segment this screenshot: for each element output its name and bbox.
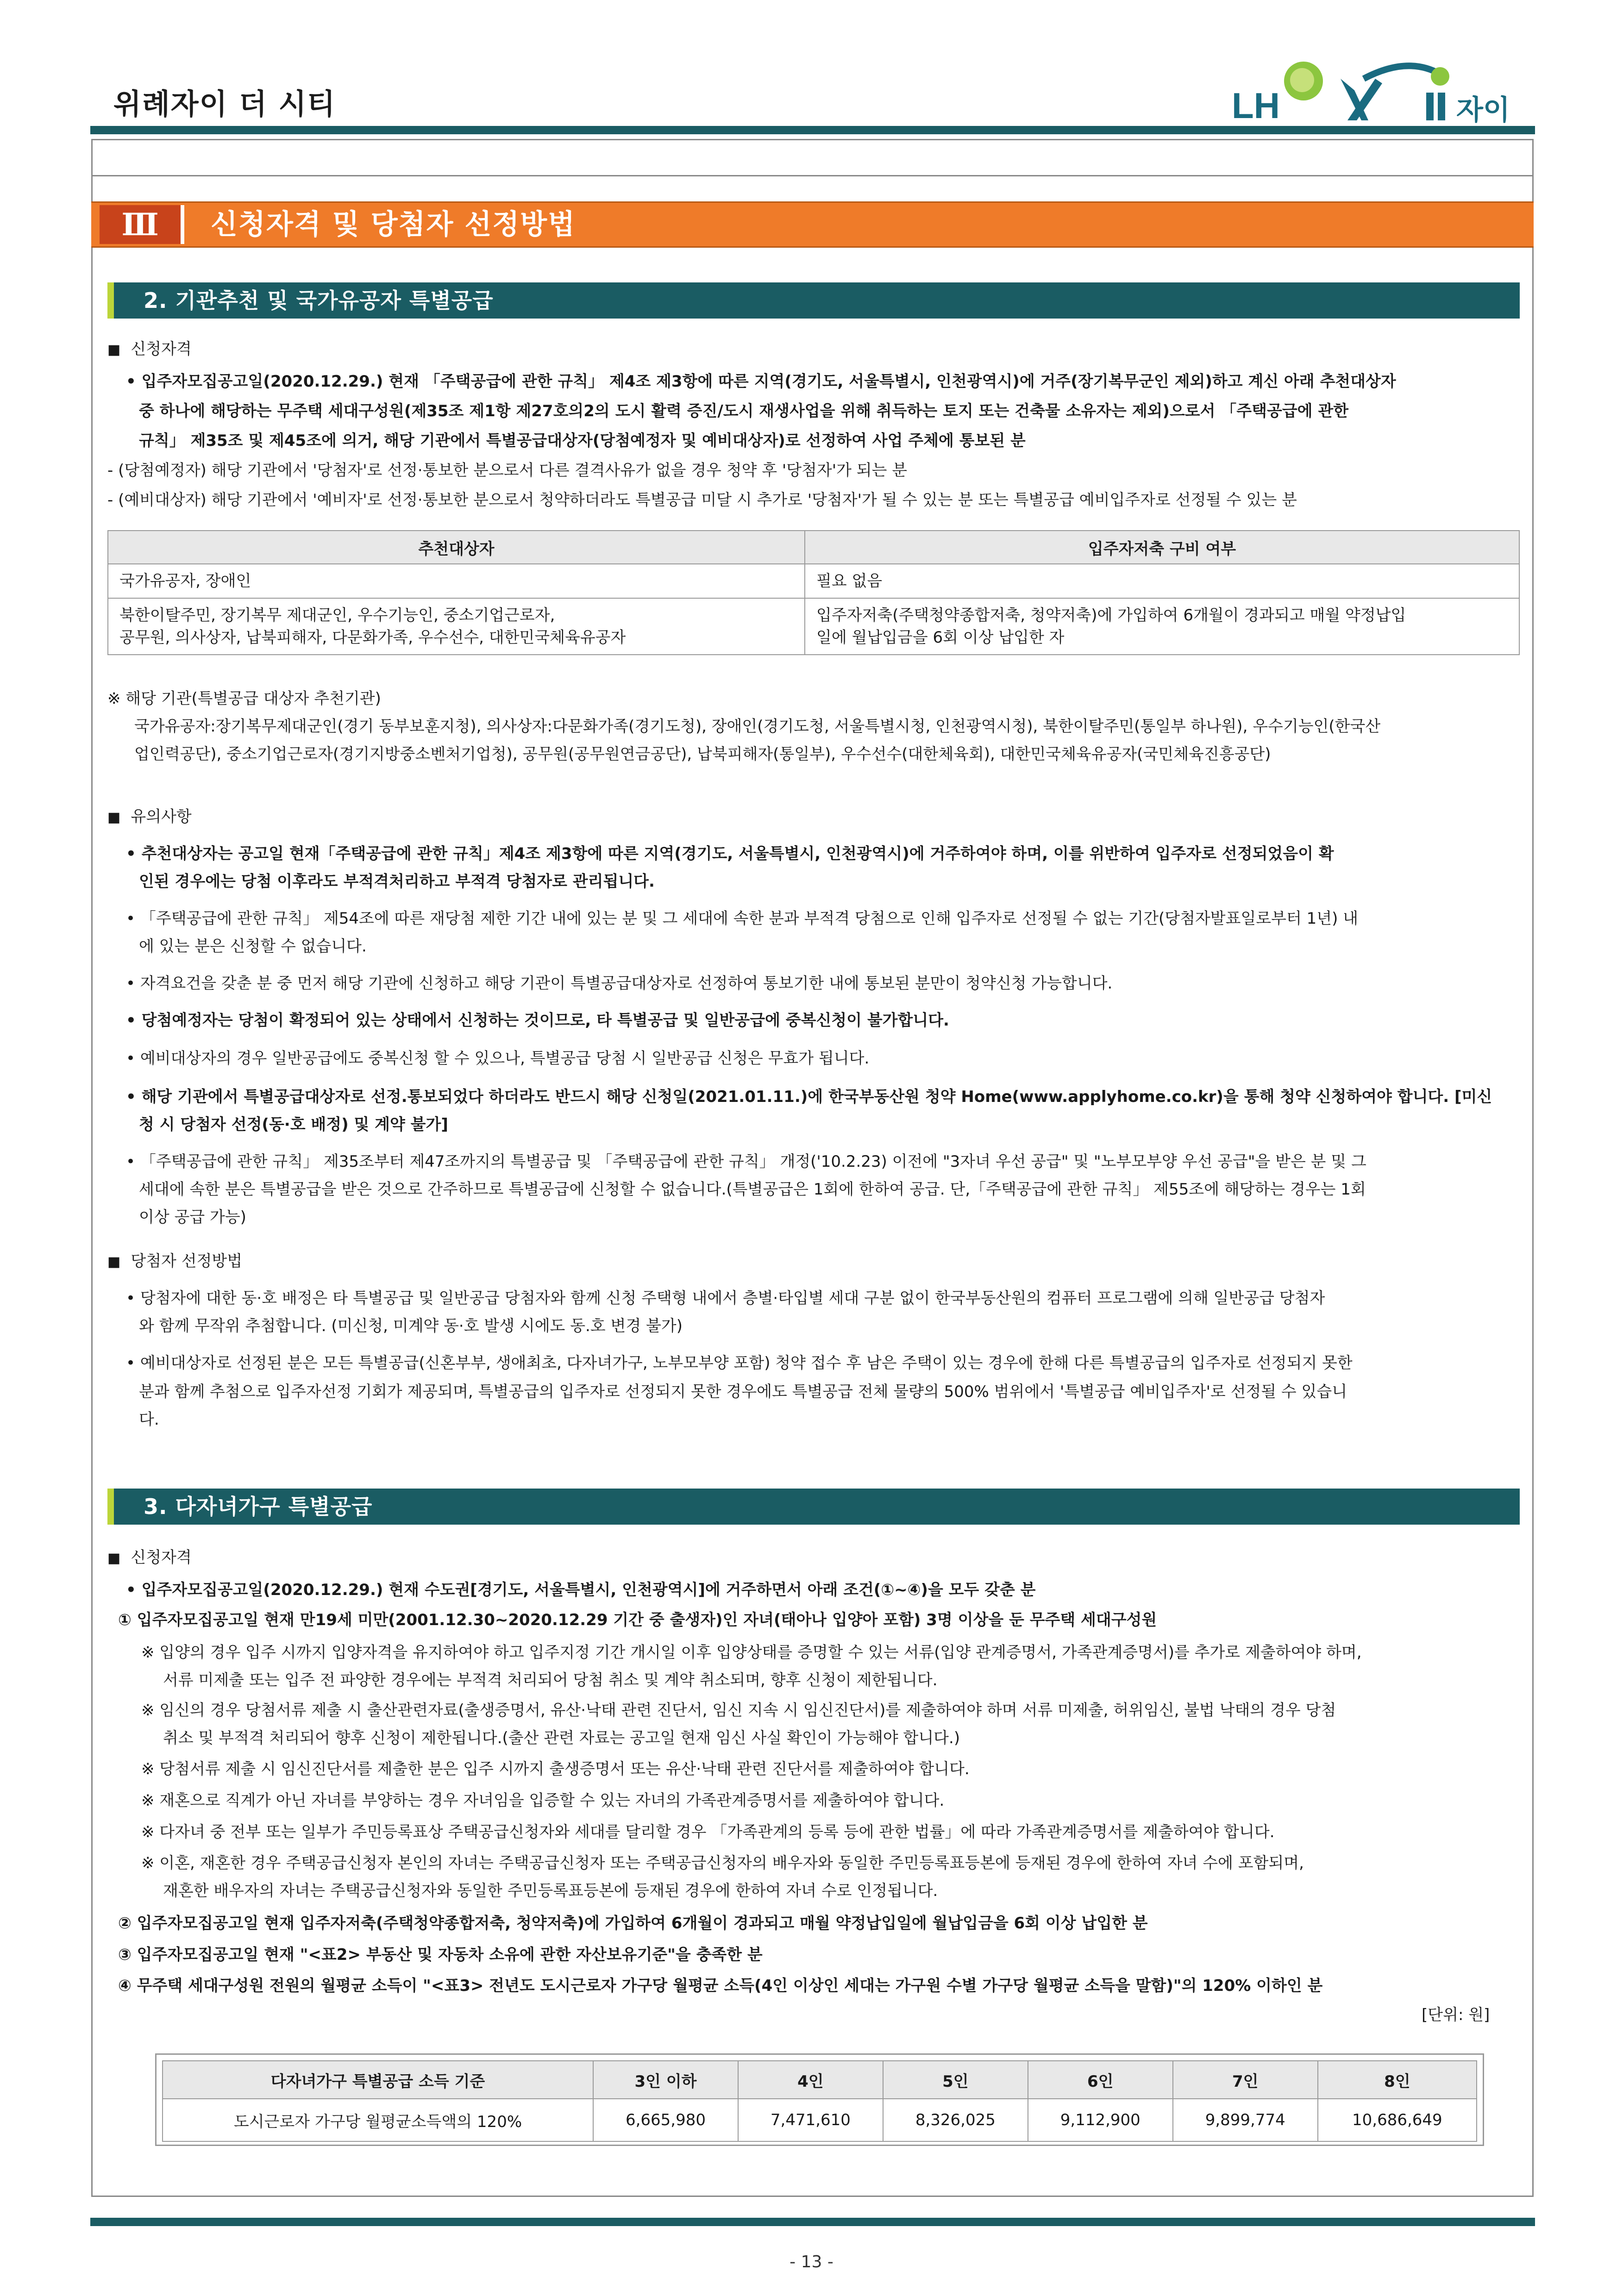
table-header: 추천대상자 xyxy=(108,531,805,564)
frame-divider xyxy=(91,175,1534,176)
label-selection: ■ 당첨자 선정방법 xyxy=(107,1250,242,1273)
table-cell: 도시근로자 가구당 월평균소득액의 120% xyxy=(163,2099,593,2141)
table-cell: 10,686,649 xyxy=(1318,2099,1477,2141)
caution-line: 에 있는 분은 신청할 수 없습니다. xyxy=(139,937,367,956)
table-cell: 9,899,774 xyxy=(1173,2099,1318,2141)
brand-logo xyxy=(1222,51,1519,125)
table-header: 입주자저축 구비 여부 xyxy=(805,531,1519,564)
table-header: 7인 xyxy=(1173,2061,1318,2099)
subsection-2-bar xyxy=(107,282,1520,319)
subsection-3-bar xyxy=(107,1489,1520,1525)
dash-line: - (예비대상자) 해당 기관에서 '예비자'로 선정·통보한 분으로서 청약하더라도 특별공급 미달 시 추가로 '당첨자'가 될 수 있는 분 또는 특별공급 예비입주자로 선정될 수 있는 분 xyxy=(107,491,1297,509)
subsection-3-title: 3. 다자녀가구 특별공급 xyxy=(144,1494,373,1519)
table-cell: 필요 없음 xyxy=(805,564,1519,598)
condition-2: ② 입주자모집공고일 현재 입주자저축(주택청약종합저축, 청약저축)에 가입하여 6개월이 경과되고 매월 약정납입일에 월납입금을 6회 이상 납입한 분 xyxy=(118,1914,1148,1933)
table-header: 4인 xyxy=(738,2061,883,2099)
subsection-marker xyxy=(107,282,114,319)
note-line: ※ 이혼, 재혼한 경우 주택공급신청자 본인의 자녀는 주택공급신청자 또는 주택공급신청자의 배우자와 동일한 주민등록표등본에 등재된 경우에 한하여 자녀 수에 포함되며, xyxy=(141,1854,1304,1872)
table-header: 6인 xyxy=(1028,2061,1173,2099)
note-line: 재혼한 배우자의 자녀는 주택공급신청자와 동일한 주민등록표등본에 등재된 경우에 한하여 자녀 수로 인정됩니다. xyxy=(163,1882,938,1900)
table-header: 다자녀가구 특별공급 소득 기준 xyxy=(163,2061,593,2099)
note-line: 서류 미제출 또는 입주 전 파양한 경우에는 부적격 처리되어 당첨 취소 및 계약 취소되며, 향후 신청이 제한됩니다. xyxy=(163,1671,938,1689)
note-line: ※ 다자녀 중 전부 또는 일부가 주민등록표상 주택공급신청자와 세대를 달리할 경우 「가족관계의 등록 등에 관한 법률」에 따라 가족관계증명서를 제출하여야 합니다. xyxy=(141,1823,1275,1841)
selection-line: 다. xyxy=(139,1410,159,1429)
selection-line: • 예비대상자로 선정된 분은 모든 특별공급(신혼부부, 생애최초, 다자녀가구, 노부모부양 포함) 청약 접수 후 남은 주택이 있는 경우에 한해 다른 특별공급의 입주자로 선정되지 못한 xyxy=(126,1354,1353,1372)
caution-line: • 해당 기관에서 특별공급대상자로 선정.통보되었다 하더라도 반드시 해당 신청일(2021.01.11.)에 한국부동산원 청약 Home(www.applyhome.co.kr)을 통해 청약 신청하여야 합니다. [미신 xyxy=(126,1088,1492,1106)
note-line: ※ 임신의 경우 당첨서류 제출 시 출산관련자료(출생증명서, 유산·낙태 관련 진단서, 임신 지속 시 임신진단서)를 제출하여야 하며 서류 미제출, 허위임신, 불법 낙태의 경우 당첨 xyxy=(141,1701,1336,1720)
selection-line: 분과 함께 추첨으로 입주자선정 기회가 제공되며, 특별공급의 입주자로 선정되지 못한 경우에도 특별공급 전체 물량의 500% 범위에서 '특별공급 예비입주자'로 선정될 수 있습니 xyxy=(139,1383,1347,1401)
note-title: ※ 해당 기관(특별공급 대상자 추천기관) xyxy=(107,689,381,708)
selection-line: 와 함께 무작위 추첨합니다. (미신청, 미계약 동·호 발생 시에도 동.호 변경 불가) xyxy=(139,1317,683,1335)
table-header: 3인 이하 xyxy=(593,2061,738,2099)
caution-line: • 추천대상자는 공고일 현재「주택공급에 관한 규칙」제4조 제3항에 따른 지역(경기도, 서울특별시, 인천광역시)에 거주하여야 하며, 이를 위반하여 입주자로 선정되었음이 확 xyxy=(126,845,1334,863)
logo-brand-text: 자이 xyxy=(1456,94,1510,125)
table-cell: 입주자저축(주택청약종합저축, 청약저축)에 가입하여 6개월이 경과되고 매월 약정납입 일에 월납입금을 6회 이상 납입한 자 xyxy=(805,598,1519,655)
caution-line: 세대에 속한 분은 특별공급을 받은 것으로 간주하므로 특별공급에 신청할 수 없습니다.(특별공급은 1회에 한하여 공급. 단,「주택공급에 관한 규칙」 제55조에 해당하는 경우는 1회 xyxy=(139,1180,1366,1199)
note-line: 업인력공단), 중소기업근로자(경기지방중소벤처기업청), 공무원(공무원연금공단), 납북피해자(통일부), 우수선수(대한체육회), 대한민국체육유공자(국민체육진흥공단) xyxy=(134,745,1271,763)
condition-4: ④ 무주택 세대구성원 전원의 월평균 소득이 "<표3> 전년도 도시근로자 가구당 월평균 소득(4인 이상인 세대는 가구원 수별 가구당 월평균 소득을 말함)"의 120% 이하인 분 xyxy=(118,1977,1323,1995)
note-line: ※ 입양의 경우 입주 시까지 입양자격을 유지하여야 하고 입주지정 기간 개시일 이후 입양상태를 증명할 수 있는 서류(입양 관계증명서, 가족관계증명서)를 추가로 제출하여야 하며, xyxy=(141,1643,1362,1662)
note-line: 국가유공자:장기복무제대군인(경기 동부보훈지청), 의사상자:다문화가족(경기도청), 장애인(경기도청, 서울특별시청, 인천광역시청), 북한이탈주민(통일부 하나원), 우수기능인(한국산 xyxy=(134,717,1381,736)
note-line: ※ 당첨서류 제출 시 임신진단서를 제출한 분은 입주 시까지 출생증명서 또는 유산·낙태 관련 진단서를 제출하여야 합니다. xyxy=(141,1760,970,1778)
note-line: 취소 및 부적격 처리되어 향후 신청이 제한됩니다.(출산 관련 자료는 공고일 현재 임신 사실 확인이 가능해야 합니다.) xyxy=(163,1729,960,1747)
section-number: Ⅲ xyxy=(100,205,184,244)
note-line: ※ 재혼으로 직계가 아닌 자녀를 부양하는 경우 자녀임을 입증할 수 있는 자녀의 가족관계증명서를 제출하여야 합니다. xyxy=(141,1791,945,1810)
caution-line: • 자격요건을 갖춘 분 중 먼저 해당 기관에 신청하고 해당 기관이 특별공급대상자로 선정하여 통보기한 내에 통보된 분만이 청약신청 가능합니다. xyxy=(126,974,1113,993)
table-cell: 7,471,610 xyxy=(738,2099,883,2141)
header-title: 위례자이 더 시티 xyxy=(113,87,336,121)
page-number: - 13 - xyxy=(790,2252,833,2271)
logo-lh-text: LH xyxy=(1232,85,1280,125)
income-table xyxy=(162,2060,1477,2142)
top-rule xyxy=(90,126,1535,134)
table-cell: 북한이탈주민, 장기복무 제대군인, 우수기능인, 중소기업근로자, 공무원, 의사상자, 납북피해자, 다문화가족, 우수선수, 대한민국체육유공자 xyxy=(108,598,805,655)
caution-line: • 예비대상자의 경우 일반공급에도 중복신청 할 수 있으나, 특별공급 당첨 시 일반공급 신청은 무효가 됩니다. xyxy=(126,1049,870,1068)
caution-line: • 「주택공급에 관한 규칙」 제54조에 따른 재당첨 제한 기간 내에 있는 분 및 그 세대에 속한 분과 부적격 당첨으로 인해 입주자로 선정될 수 없는 기간(당첨자발표일로부터 1년) 내 xyxy=(126,909,1359,928)
label-caution: ■ 유의사항 xyxy=(107,806,192,829)
subsection-marker xyxy=(107,1489,114,1525)
label-qualification-3: ■ 신청자격 xyxy=(107,1546,192,1570)
selection-line: • 당첨자에 대한 동·호 배정은 타 특별공급 및 일반공급 당첨자와 함께 신청 주택형 내에서 층별·타입별 세대 구분 없이 한국부동산원의 컴퓨터 프로그램에 의해 일반공급 당첨자 xyxy=(126,1289,1325,1308)
table-header: 8인 xyxy=(1318,2061,1477,2099)
table-header: 5인 xyxy=(883,2061,1028,2099)
qual-line: 중 하나에 해당하는 무주택 세대구성원(제35조 제1항 제27호의2의 도시 활력 증진/도시 재생사업을 위해 취득하는 토지 또는 건축물 소유자는 제외)으로서 「주택공급에 관한 xyxy=(139,402,1349,420)
table-cell: 8,326,025 xyxy=(883,2099,1028,2141)
qual-line: 규칙」 제35조 및 제45조에 의거, 해당 기관에서 특별공급대상자(당첨예정자 및 예비대상자)로 선정하여 사업 주체에 통보된 분 xyxy=(139,432,1026,450)
caution-line: 청 시 당첨자 선정(동·호 배정) 및 계약 불가] xyxy=(139,1115,448,1134)
table-cell: 9,112,900 xyxy=(1028,2099,1173,2141)
table-cell: 6,665,980 xyxy=(593,2099,738,2141)
caution-line: • 당첨예정자는 당첨이 확정되어 있는 상태에서 신청하는 것이므로, 타 특별공급 및 일반공급에 중복신청이 불가합니다. xyxy=(126,1011,949,1030)
condition-3: ③ 입주자모집공고일 현재 "<표2> 부동산 및 자동차 소유에 관한 자산보유기준"을 충족한 분 xyxy=(118,1946,763,1964)
caution-line: 인된 경우에는 당첨 이후라도 부적격처리하고 부적격 당첨자로 관리됩니다. xyxy=(139,872,655,891)
section-title: 신청자격 및 당첨자 선정방법 xyxy=(211,208,576,241)
unit-label: [단위: 원] xyxy=(1422,2006,1490,2024)
lead-line: • 입주자모집공고일(2020.12.29.) 현재 수도권[경기도, 서울특별시, 인천광역시]에 거주하면서 아래 조건(①~④)을 모두 갖춘 분 xyxy=(126,1581,1036,1599)
caution-line: • 「주택공급에 관한 규칙」 제35조부터 제47조까지의 특별공급 및 「주택공급에 관한 규칙」 개정('10.2.23) 이전에 "3자녀 우선 공급" 및 "노부모부양 우선 공급"을 받은 분 및 그 xyxy=(126,1152,1366,1171)
recommend-table xyxy=(107,530,1520,655)
dash-line: - (당첨예정자) 해당 기관에서 '당첨자'로 선정·통보한 분으로서 다른 결격사유가 없을 경우 청약 후 '당첨자'가 되는 분 xyxy=(107,461,908,480)
bottom-rule xyxy=(90,2218,1535,2226)
caution-line: 이상 공급 가능) xyxy=(139,1208,246,1226)
table-cell: 국가유공자, 장애인 xyxy=(108,564,805,598)
condition-1: ① 입주자모집공고일 현재 만19세 미만(2001.12.30~2020.12.29 기간 중 출생자)인 자녀(태아나 입양아 포함) 3명 이상을 둔 무주택 세대구성원 xyxy=(118,1611,1157,1629)
qual-line: • 입주자모집공고일(2020.12.29.) 현재 「주택공급에 관한 규칙」 제4조 제3항에 따른 지역(경기도, 서울특별시, 인천광역시)에 거주(장기복무군인 제외)하고 계신 아래 추천대상자 xyxy=(126,372,1396,391)
subsection-2-title: 2. 기관추천 및 국가유공자 특별공급 xyxy=(144,288,494,313)
label-qualification: ■ 신청자격 xyxy=(107,338,192,361)
